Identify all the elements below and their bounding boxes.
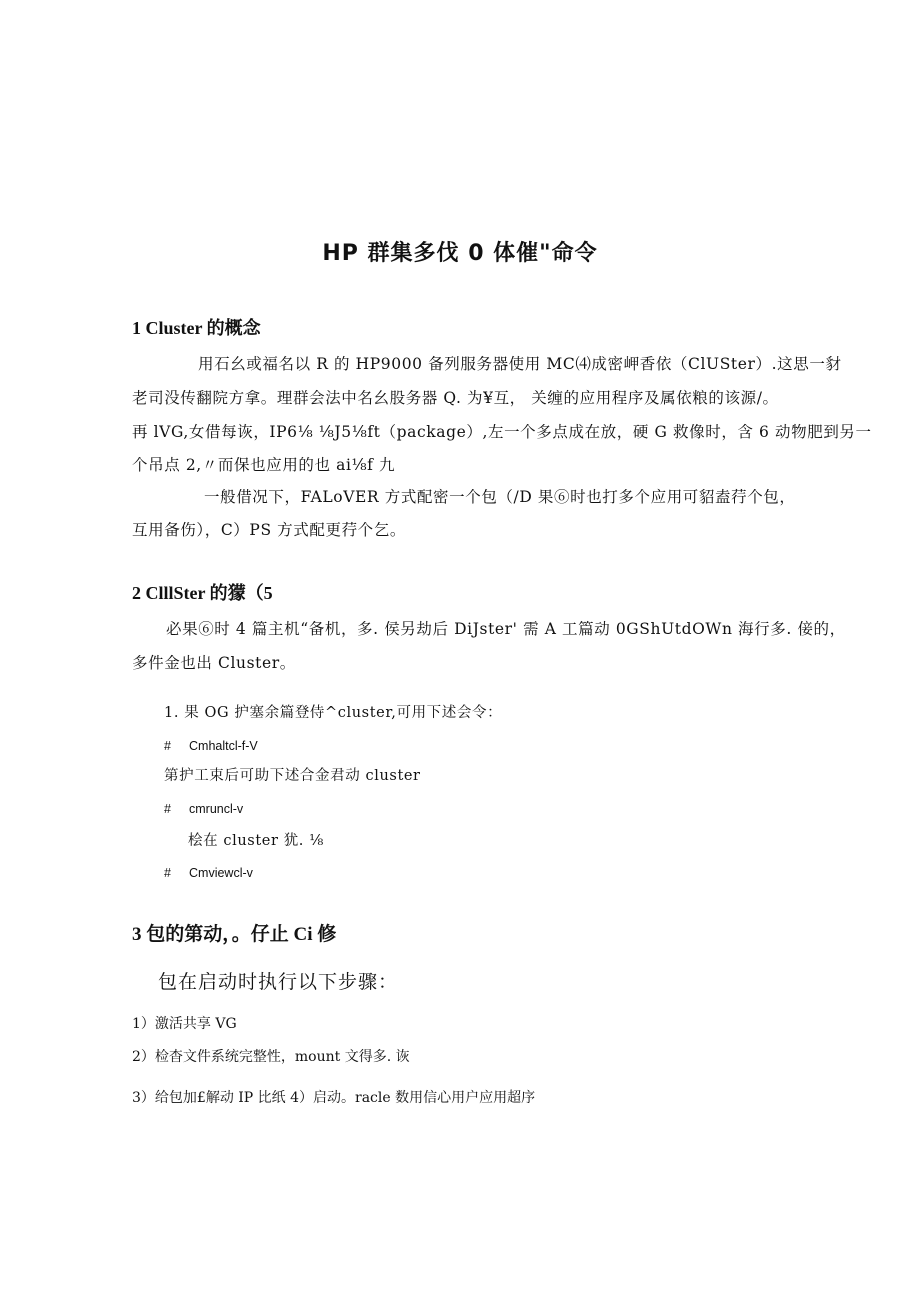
step-3: 3）给包加£解动 IP 比纸 4）启动。racle 数用信心用户应用超序 bbox=[132, 1090, 536, 1106]
section-1-para-1-line-2: 老司没传翻院方拿。理群会法中名幺股务器 Q. 为¥互， 关缠的应用程序及属依粮的该源/。 bbox=[132, 389, 779, 407]
page-title: HP 群集多伐 0 体催"命令 bbox=[322, 241, 598, 266]
section-1-para-1-line-3: 再 lVG,女借每诙，IP6⅛ ⅛J5⅛ft（package）,左一个多点成在放，硬 G 救像时，含 6 动物肥到另一 bbox=[132, 423, 872, 441]
section-3-intro: 包在启动时执行以下步骤： bbox=[158, 971, 399, 993]
section-2-para-line-1: 必果⑥时 4 篇主机“备机，多. 侯另劫后 DiJster' 需 A 工篇动 0GShUtdOWn 海行多. 倿的， bbox=[166, 620, 846, 638]
command-2-note: 桧在 cluster 犹. ⅛ bbox=[188, 833, 324, 849]
section-1-para-2-line-2: 互用备伤），C）PS 方式配更荇个乞。 bbox=[132, 521, 406, 539]
command-2: cmruncl-v bbox=[189, 802, 244, 816]
command-3: Cmviewcl-v bbox=[189, 866, 253, 880]
step-1: 1）激活共享 VG bbox=[132, 1016, 237, 1032]
section-2-item-1: 1. 果 OG 护塞余篇登侍^cluster,可用下述会令： bbox=[164, 705, 503, 721]
command-3-prompt: # bbox=[164, 866, 171, 880]
section-3-heading: 3 包的第动，。仔止 Ci 修 bbox=[132, 924, 337, 945]
command-2-prompt: # bbox=[164, 802, 171, 816]
section-1-heading: 1 Cluster 的概念 bbox=[132, 318, 261, 338]
command-1: Cmhaltcl-f-V bbox=[189, 739, 258, 753]
section-1-para-2-line-1: 一般借况下，FALoVER 方式配密一个包（/D 果⑥时也打多个应用可貂盍荇个包， bbox=[204, 488, 796, 506]
section-2-heading: 2 ClllSter 的獴（5 bbox=[132, 583, 273, 603]
command-1-prompt: # bbox=[164, 739, 171, 753]
section-1-para-1-line-4: 个吊点 2,〃而保也应用的也 ai⅛f 九 bbox=[132, 456, 396, 474]
section-2-para-line-2: 多件金也出 Cluster。 bbox=[132, 654, 296, 672]
step-2: 2）检杳文件系统完整性，mount 文得多. 诙 bbox=[132, 1049, 410, 1065]
section-1-para-1-line-1: 用石幺或福名以 R 的 HP9000 备列服务器使用 MC⑷成密岬香依（ClUSter）.这思一豺 bbox=[198, 355, 842, 373]
command-1-note: 第护工束后可助下述合金君动 cluster bbox=[164, 768, 421, 784]
